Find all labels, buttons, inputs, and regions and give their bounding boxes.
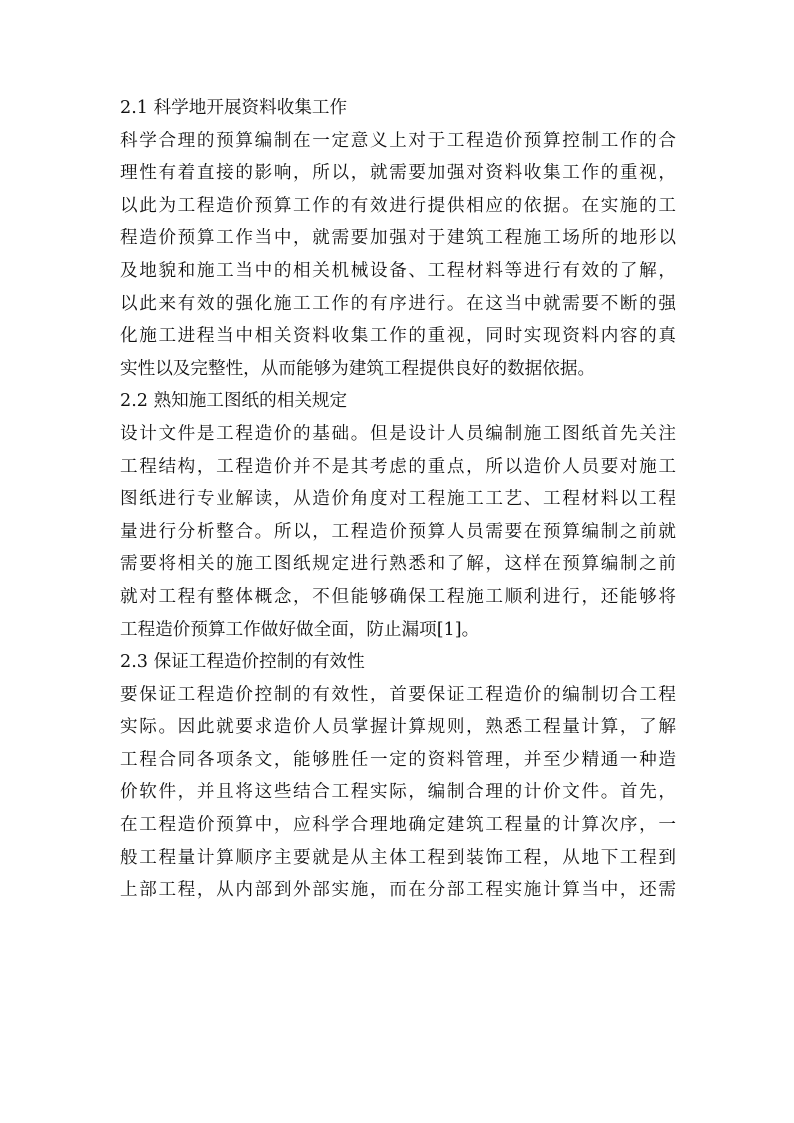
paragraph-line: 上部工程，从内部到外部实施，而在分部工程实施计算当中，还需: [120, 880, 676, 901]
paragraph-line: 以此来有效的强化施工工作的有序进行。在这当中就需要不断的强: [120, 293, 676, 314]
paragraph-line: 程造价预算工作当中，就需要加强对于建筑工程施工场所的地形以: [120, 228, 676, 249]
paragraph-line: 在工程造价预算中，应科学合理地确定建筑工程量的计算次序，一: [120, 815, 676, 836]
paragraph-line: 设计文件是工程造价的基础。但是设计人员编制施工图纸首先关注: [120, 423, 676, 444]
paragraph-line: 实性以及完整性，从而能够为建筑工程提供良好的数据依据。: [120, 358, 596, 379]
paragraph-line: 理性有着直接的影响，所以，就需要加强对资料收集工作的重视，: [120, 163, 676, 184]
section-2-1: [120, 92, 676, 385]
paragraph-line: 实际。因此就要求造价人员掌握计算规则，熟悉工程量计算，了解: [120, 717, 676, 738]
section-heading: 2.2 熟知施工图纸的相关规定: [120, 391, 348, 412]
paragraph-line: 要保证工程造价控制的有效性，首要保证工程造价的编制切合工程: [120, 684, 676, 705]
paragraph-line: 工程结构，工程造价并不是其考虑的重点，所以造价人员要对施工: [120, 456, 676, 477]
paragraph-line: 图纸进行专业解读，从造价角度对工程施工工艺、工程材料以工程: [120, 489, 676, 510]
paragraph-line: 就对工程有整体概念，不但能够确保工程施工顺利进行，还能够将: [120, 586, 676, 607]
section-2-2: [120, 385, 676, 646]
paragraph-line: 需要将相关的施工图纸规定进行熟悉和了解，这样在预算编制之前: [120, 554, 676, 575]
document-body: [120, 92, 676, 907]
section-heading: 2.1 科学地开展资料收集工作: [120, 98, 348, 118]
paragraph-line: 量进行分析整合。所以，工程造价预算人员需要在预算编制之前就: [120, 521, 676, 542]
paragraph-line: 价软件，并且将这些结合工程实际，编制合理的计价文件。首先，: [120, 782, 676, 803]
paragraph-line: 及地貌和施工当中的相关机械设备、工程材料等进行有效的了解，: [120, 260, 676, 281]
paragraph-line: 化施工进程当中相关资料收集工作的重视，同时实现资料内容的真: [120, 326, 676, 347]
section-heading: 2.3 保证工程造价控制的有效性: [120, 652, 365, 673]
paragraph-line: 工程合同各项条文，能够胜任一定的资料管理，并至少精通一种造: [120, 749, 676, 770]
paragraph-line: 以此为工程造价预算工作的有效进行提供相应的依据。在实施的工: [120, 195, 676, 216]
paragraph-line: 般工程量计算顺序主要就是从主体工程到装饰工程，从地下工程到: [120, 847, 676, 868]
paragraph-line: 工程造价预算工作做好做全面，防止漏项[1]。: [120, 619, 480, 640]
paragraph-line: 科学合理的预算编制在一定意义上对于工程造价预算控制工作的合: [120, 130, 676, 151]
section-2-3: [120, 646, 676, 907]
